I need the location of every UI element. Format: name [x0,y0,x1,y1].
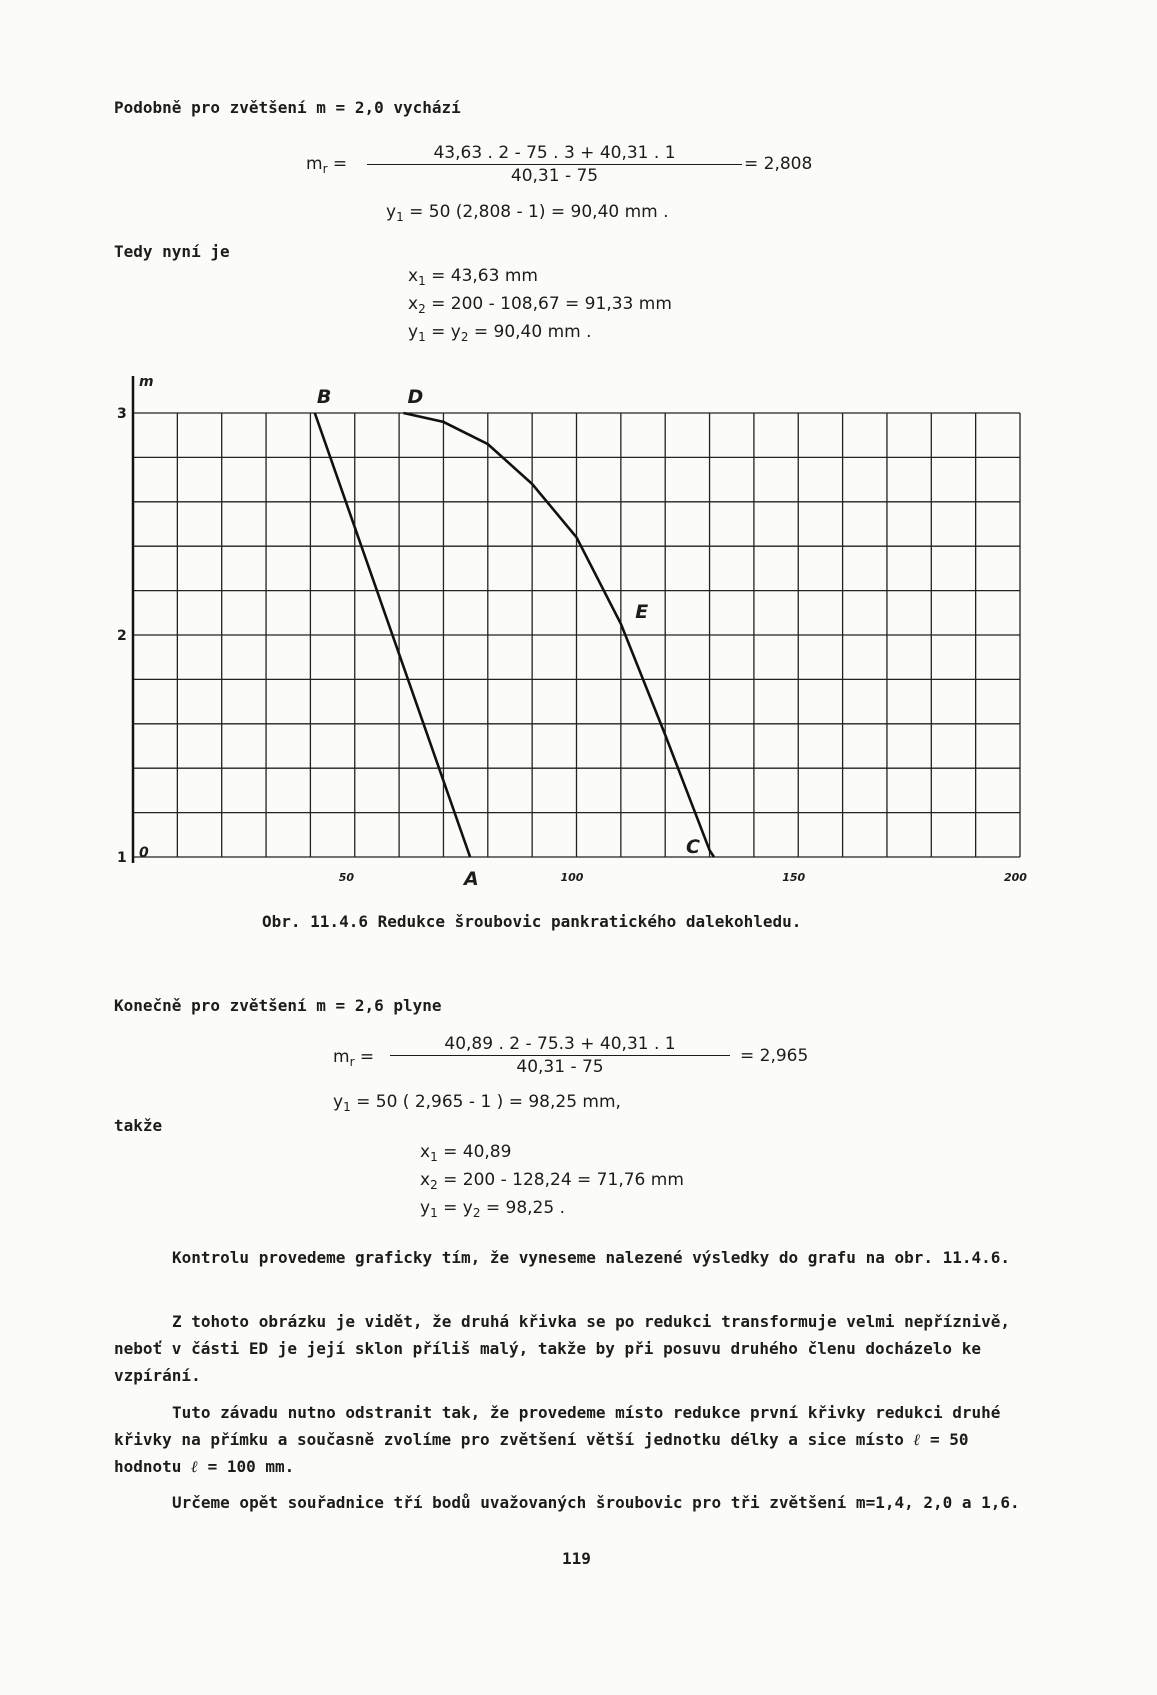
equation-2-result: = 2,965 [740,1046,809,1066]
x-tick-label: 50 [338,871,355,884]
equation-1-fraction [367,143,742,186]
x-tick-label: 150 [782,871,806,884]
y-tick-label: 3 [117,406,127,422]
y-axis-label: m [139,374,154,390]
x-tick-label: 100 [560,871,584,884]
values-2-y12: $y_1 = y_2 = 98,25$ . [420,1198,565,1220]
figure-caption: Obr. 11.4.6 Redukce šroubovic pankratického dalekohledu. [262,912,802,931]
takze-label: takže [114,1116,163,1135]
page-number: 119 [562,1549,591,1568]
point-label-D: D [407,386,424,408]
point-label-A: A [464,868,479,890]
intro-line-2: Tedy nyní je [114,242,230,261]
x-tick-label: 200 [1004,871,1027,884]
y-tick-label: 1 [117,850,127,866]
values-2-x1: $x_1 = 40,89$ [420,1142,512,1164]
point-label-C: C [685,836,700,858]
values-1-x1: $x_1 = 43,63$ mm [408,266,538,288]
x-tick-label: 0 [139,845,149,861]
equation-2-denominator: 40,31 - 75 [516,1057,604,1077]
equation-1-denominator: 40,31 - 75 [510,166,599,186]
intro-line-3: Konečně pro zvětšení m = 2,6 plyne [114,996,442,1015]
paragraph-4: Určeme opět souřadnice tří bodů uvažovaných šroubovic pro tři zvětšení m=1,4, 2,0 a 1,6. [172,1493,1020,1512]
point-label-B: B [316,386,332,408]
paragraph-3 [114,1399,1032,1480]
equation-2-y-line: $y_1 = 50$ ( 2,965 - 1 ) = 98,25 mm, [333,1092,621,1114]
point-label-E: E [635,600,649,623]
paragraph-1: Kontrolu provedeme graficky tím, že vyneseme nalezené výsledky do grafu na obr. 11.4.6. [172,1248,1011,1267]
equation-1-lhs: $m_r$ = [306,154,348,176]
chart [0,360,1157,900]
values-1-y12: $y_1 = y_2 = 90,40$ mm . [408,322,592,344]
paragraph-2: Z tohoto obrázku je vidět, že druhá křivka se po redukci transformuje velmi nepříznivě, neboť v části ED je její sklon příliš malý, takže by při posuvu druhého členu docházelo ke vzpírání. [114,1312,1011,1385]
equation-2-numerator: 40,89 . 2 - 75.3 + 40,31 . 1 [390,1034,730,1056]
equation-2-lhs: $m_r$ = [333,1047,375,1069]
intro-line-1: Podobně pro zvětšení m = 2,0 vychází [114,98,461,117]
values-2-x2: $x_2 = 200 - 128,24 = 71,76$ mm [420,1170,684,1192]
equation-1-result: = 2,808 [744,154,813,174]
equation-2-fraction [390,1034,730,1077]
equation-1-y-line: $y_1 = 50$ (2,808 - 1) = 90,40 mm . [386,202,669,224]
paragraph-3-end: = 100 mm. [207,1457,295,1476]
paragraph-3-mid: = 50 hodnotu [114,1430,969,1476]
y-tick-label: 2 [117,628,127,644]
ell-symbol-1: ℓ [913,1430,921,1449]
ell-symbol-2: ℓ [191,1457,198,1476]
values-1-x2: $x_2 = 200 - 108,67 = 91,33$ mm [408,294,672,316]
equation-1-numerator: 43,63 . 2 - 75 . 3 + 40,31 . 1 [367,143,742,165]
paragraph-3-text: Tuto závadu nutno odstranit tak, že provedeme místo redukce první křivky redukci druhé křivky na přímku a současně zvolíme pro zvětšení větší jednotku délky a sice místo [114,1403,1001,1449]
